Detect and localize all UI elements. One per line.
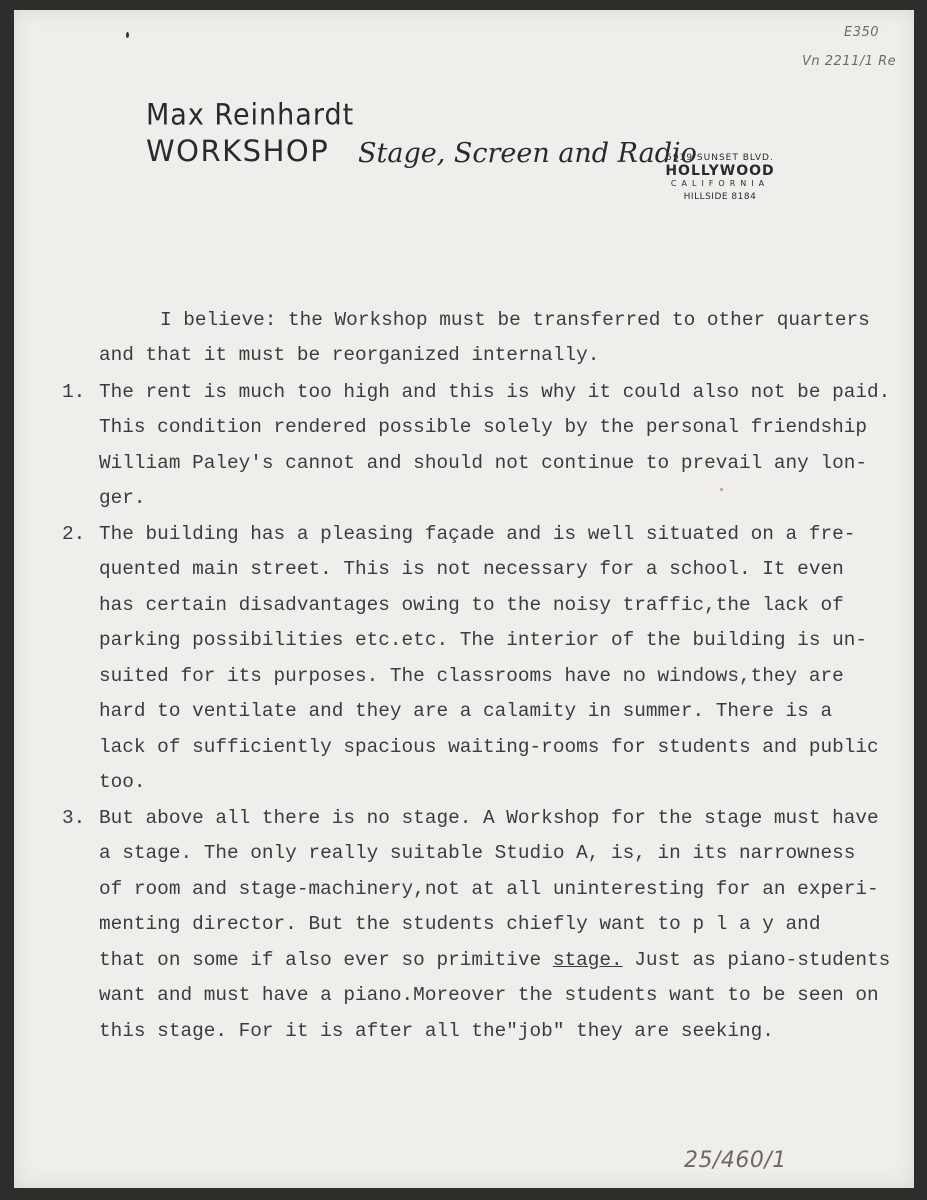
point-line: This condition rendered possible solely by the personal friendship: [99, 416, 867, 438]
intro-line: and that it must be reorganized internally.: [99, 344, 600, 366]
archive-signature-code: Vn 2211/1 Re: [802, 54, 897, 69]
point-line: The building has a pleasing façade and is well situated on a fre-: [99, 523, 856, 545]
point-line: want and must have a piano.Moreover the students want to be seen on: [99, 984, 879, 1006]
point-line: The rent is much too high and this is why it could also not be paid.: [99, 381, 891, 403]
letterhead-address: [650, 153, 790, 202]
inventory-number: 25/460/1: [684, 1148, 787, 1173]
point-text: that on some if also ever so primitive: [99, 949, 553, 971]
point-line: hard to ventilate and they are a calamity in summer. There is a: [99, 700, 833, 722]
document-page: [14, 10, 914, 1188]
letterhead-workshop: WORKSHOP: [146, 134, 330, 168]
letterhead-tagline: Stage, Screen and Radio: [358, 138, 697, 169]
archive-code-top: E350: [844, 25, 880, 40]
point-number: 2.: [62, 523, 86, 545]
ink-speck: [126, 32, 129, 38]
point-line: William Paley's cannot and should not continue to prevail any lon-: [99, 452, 867, 474]
point-line: But above all there is no stage. A Workshop for the stage must have: [99, 807, 879, 829]
intro-line: I believe: the Workshop must be transferred to other quarters: [160, 309, 870, 331]
point-line: has certain disadvantages owing to the noisy traffic,the lack of: [99, 594, 844, 616]
point-line: of room and stage-machinery,not at all uninteresting for an experi-: [99, 878, 879, 900]
point-line: a stage. The only really suitable Studio A, is, in its narrowness: [99, 842, 856, 864]
point-line: [99, 949, 890, 971]
address-state: CALIFORNIA: [670, 179, 770, 189]
address-city: HOLLYWOOD: [665, 163, 775, 180]
point-line: this stage. For it is after all the"job" they are seeking.: [99, 1020, 774, 1042]
point-line: too.: [99, 771, 146, 793]
point-number: 3.: [62, 807, 86, 829]
paper-spot: [720, 488, 723, 491]
point-line: suited for its purposes. The classrooms have no windows,they are: [99, 665, 844, 687]
point-number: 1.: [62, 381, 86, 403]
point-line: menting director. But the students chiefly want to p l a y and: [99, 913, 821, 935]
letterhead-name: Max Reinhardt: [146, 98, 355, 133]
underlined-word: stage.: [552, 949, 623, 971]
point-line: ger.: [99, 487, 146, 509]
address-street: 5939 SUNSET BLVD.: [666, 153, 774, 163]
point-text: Just as piano-students: [622, 949, 891, 971]
address-phone: HILLSIDE 8184: [683, 191, 757, 202]
point-line: lack of sufficiently spacious waiting-rooms for students and public: [99, 736, 879, 758]
point-line: quented main street. This is not necessary for a school. It even: [99, 558, 844, 580]
point-line: parking possibilities etc.etc. The interior of the building is un-: [99, 629, 867, 651]
